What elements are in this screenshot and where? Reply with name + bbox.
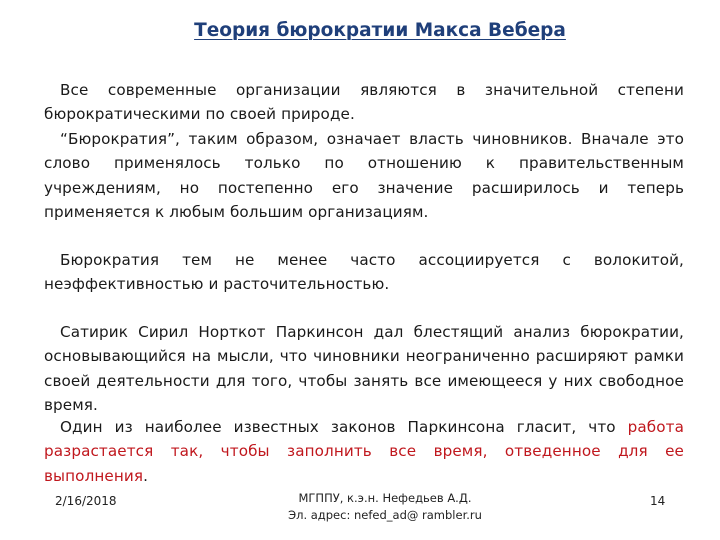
parkinson-law-period: . (143, 466, 149, 485)
footer-date: 2/16/2018 (55, 494, 117, 508)
paragraph-parkinson-law (44, 415, 684, 488)
slide-title (0, 20, 720, 41)
footer-author-email: Эл. адрес: nefed_ad@ rambler.ru (288, 508, 482, 522)
slide-title-text: Теория бюрократии Макса Вебера (194, 20, 566, 41)
paragraph-bureaucracy-associations: Бюрократия тем не менее часто ассоциируется с волокитой, неэффективностью и расточительностью. (44, 251, 684, 294)
paragraph-parkinson-analysis: Сатирик Сирил Норткот Паркинсон дал блестящий анализ бюрократии, основывающийся на мысли, что чиновники неограниченно расширяют рамки своей деятельности для того, чтобы занять все имеющееся у них свободное время. (44, 323, 684, 414)
parkinson-law-intro: Один из наиболее известных законов Паркинсона гласит, что (60, 418, 628, 436)
paragraph-bureaucracy-definition: “Бюрократия”, таким образом, означает власть чиновников. Вначале это слово применялось только по отношению к правительственным учреждениям, но постепенно его значение расширилось и теперь применяется к любым большим организациям. (44, 130, 684, 221)
footer-author-name: МГППУ, к.э.н. Нефедьев А.Д. (298, 491, 472, 505)
footer-author (230, 490, 540, 524)
paragraph-organizations: Все современные организации являются в значительной степени бюрократическими по своей природе. (44, 81, 684, 124)
parkinson-law-highlight: работа разрастается так, чтобы заполнить все время, отведенное для ее выполнения (44, 418, 684, 485)
footer-page-number: 14 (650, 494, 666, 508)
